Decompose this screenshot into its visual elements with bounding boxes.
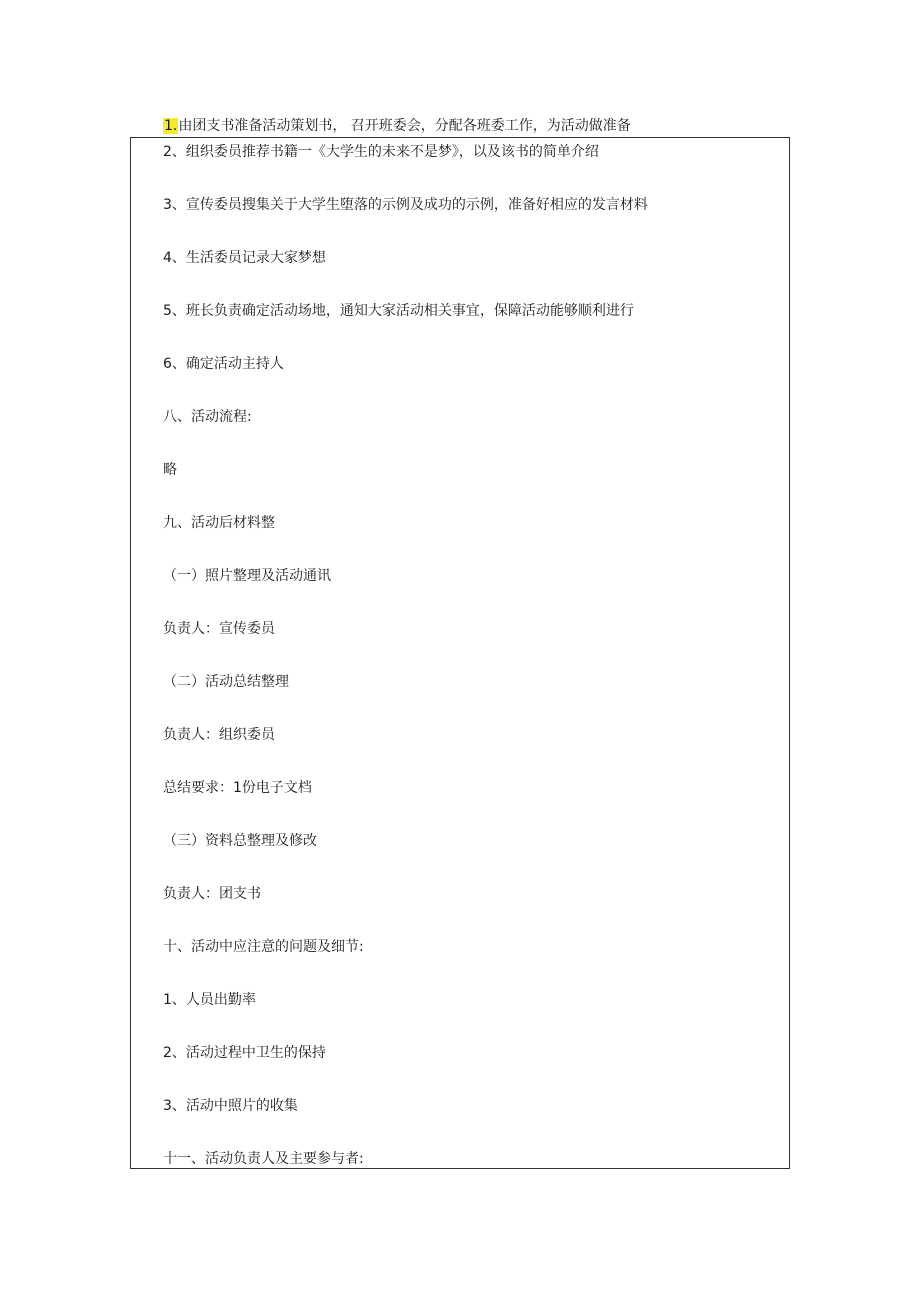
section-heading-materials: 九、活动后材料整 [163, 515, 275, 531]
process-content: 略 [163, 462, 177, 478]
responsible-publicity: 负责人：宣传委员 [163, 621, 275, 637]
responsible-organization: 负责人：组织委员 [163, 727, 275, 743]
highlighted-number: 1. [164, 118, 178, 134]
subsection-revision: （三）资料总整理及修改 [163, 833, 317, 849]
document-table-border [130, 137, 790, 1169]
subsection-summary: （二）活动总结整理 [163, 674, 289, 690]
preparation-item-6: 6、确定活动主持人 [163, 356, 284, 372]
note-item-1: 1、人员出勤率 [163, 992, 256, 1008]
summary-requirement: 总结要求：1份电子文档 [163, 780, 312, 796]
note-item-3: 3、活动中照片的收集 [163, 1098, 298, 1114]
preparation-item-1-text: 由团支书准备活动策划书， 召开班委会，分配各班委工作，为活动做准备 [178, 118, 631, 134]
subsection-photos: （一）照片整理及活动通讯 [163, 568, 331, 584]
section-heading-participants: 十一、活动负责人及主要参与者: [163, 1151, 364, 1167]
section-heading-notes: 十、活动中应注意的问题及细节: [163, 939, 364, 955]
preparation-item-1 [163, 117, 631, 135]
note-item-2: 2、活动过程中卫生的保持 [163, 1045, 326, 1061]
responsible-league-secretary: 负责人：团支书 [163, 886, 261, 902]
section-heading-process: 八、活动流程: [163, 409, 252, 425]
preparation-item-4: 4、生活委员记录大家梦想 [163, 250, 326, 266]
preparation-item-5: 5、班长负责确定活动场地，通知大家活动相关事宜，保障活动能够顺利进行 [163, 303, 634, 319]
preparation-item-3: 3、宣传委员搜集关于大学生堕落的示例及成功的示例，准备好相应的发言材料 [163, 197, 648, 213]
preparation-item-2: 2、组织委员推荐书籍一《大学生的未来不是梦》，以及该书的简单介绍 [163, 144, 599, 160]
